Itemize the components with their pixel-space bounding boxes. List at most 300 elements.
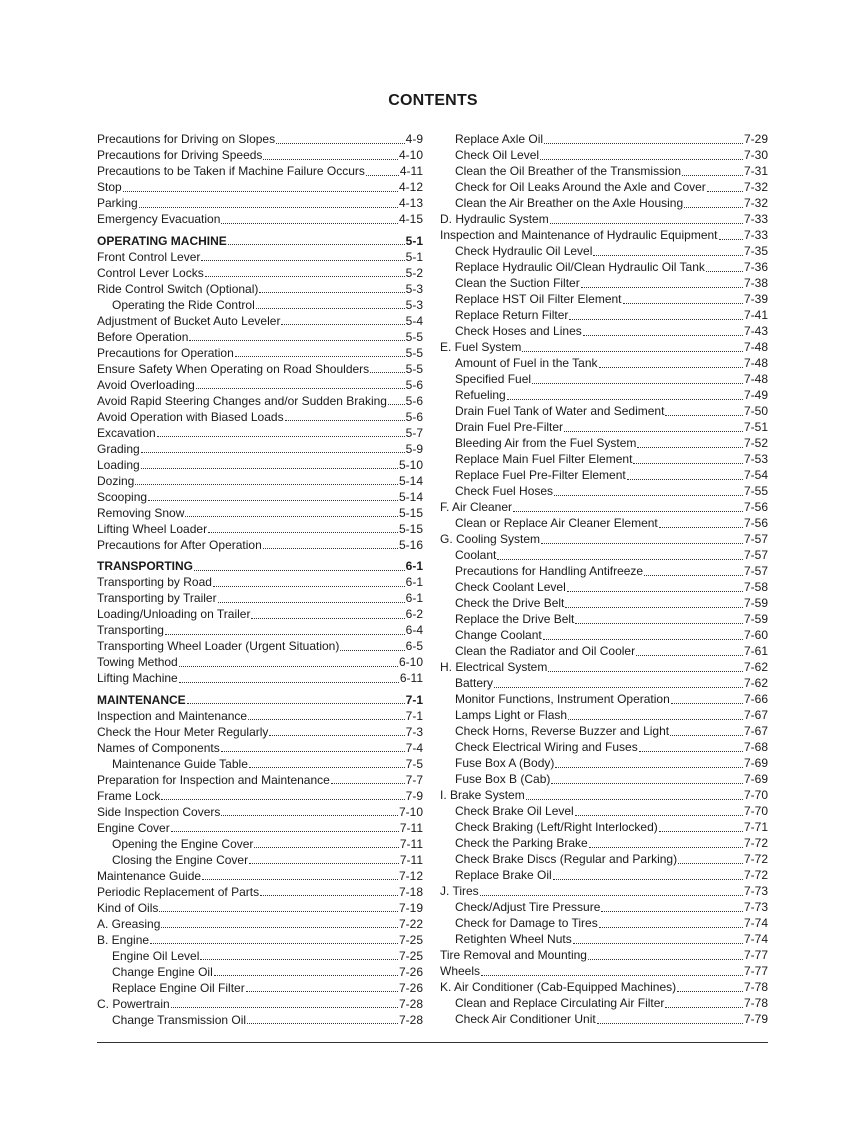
toc-page-number: 5-3 bbox=[405, 297, 423, 312]
toc-page-number: 5-6 bbox=[405, 393, 423, 408]
toc-entry-avoid-overloading[interactable] bbox=[97, 377, 423, 393]
dot-leader bbox=[139, 197, 398, 208]
toc-entry-replace-hydraulic-oil-clean-hydraulic-oil-tank[interactable] bbox=[440, 259, 768, 275]
toc-entry-replace-engine-oil-filter[interactable] bbox=[97, 980, 423, 996]
toc-left-column bbox=[97, 131, 423, 1028]
toc-entry-title: Replace Fuel Pre-Filter Element bbox=[455, 468, 626, 482]
toc-page-number: 7-71 bbox=[743, 820, 768, 834]
dot-leader bbox=[593, 245, 743, 256]
dot-leader bbox=[171, 997, 398, 1008]
toc-entry-title: Battery bbox=[455, 676, 494, 690]
toc-entry-monitor-functions-instrument-operation[interactable] bbox=[440, 691, 768, 707]
toc-page-number: 5-5 bbox=[405, 361, 423, 376]
dot-leader bbox=[644, 565, 743, 576]
toc-page-number: 7-78 bbox=[743, 996, 768, 1010]
toc-page-number: 7-28 bbox=[398, 996, 423, 1011]
dot-leader bbox=[481, 965, 743, 976]
toc-entry-replace-fuel-pre-filter-element[interactable] bbox=[440, 467, 768, 483]
toc-entry-avoid-rapid-steering-changes-and-or-sudden-braking[interactable] bbox=[97, 393, 423, 409]
dot-leader bbox=[235, 346, 405, 357]
dot-leader bbox=[263, 149, 398, 160]
dot-leader bbox=[665, 997, 743, 1008]
toc-entry-title: Engine Cover bbox=[97, 820, 170, 835]
toc-entry-transporting-by-trailer[interactable] bbox=[97, 590, 423, 606]
toc-entry-precautions-for-operation[interactable] bbox=[97, 345, 423, 361]
toc-entry-title: Operating the Ride Control bbox=[112, 297, 255, 312]
toc-entry-drain-fuel-pre-filter[interactable] bbox=[440, 419, 768, 435]
toc-entry-check-electrical-wiring-and-fuses[interactable] bbox=[440, 739, 768, 755]
dot-leader bbox=[251, 608, 404, 619]
toc-page-number: 7-77 bbox=[743, 948, 768, 962]
toc-entry-side-inspection-covers[interactable] bbox=[97, 804, 423, 820]
toc-entry-ride-control-switch-optional[interactable] bbox=[97, 281, 423, 297]
dot-leader bbox=[627, 469, 743, 480]
toc-entry-title: Removing Snow bbox=[97, 505, 185, 520]
toc-entry-replace-hst-oil-filter-element[interactable] bbox=[440, 291, 768, 307]
toc-entry-title: MAINTENANCE bbox=[97, 692, 186, 707]
dot-leader bbox=[507, 389, 743, 400]
dot-leader bbox=[551, 773, 743, 784]
toc-entry-title: Check Fuel Hoses bbox=[455, 484, 554, 498]
toc-page-number: 7-41 bbox=[743, 308, 768, 322]
toc-entry-clean-or-replace-air-cleaner-element[interactable] bbox=[440, 515, 768, 531]
toc-page-number: 5-2 bbox=[405, 265, 423, 280]
dot-leader bbox=[161, 789, 404, 800]
toc-entry-g-cooling-system[interactable] bbox=[440, 531, 768, 547]
toc-entry-title: Check Brake Oil Level bbox=[455, 804, 574, 818]
dot-leader bbox=[187, 693, 405, 704]
toc-entry-check-horns-reverse-buzzer-and-light[interactable] bbox=[440, 723, 768, 739]
toc-entry-title: A. Greasing bbox=[97, 916, 161, 931]
dot-leader bbox=[639, 741, 743, 752]
toc-entry-title: Towing Method bbox=[97, 655, 178, 669]
toc-entry-check-the-parking-brake[interactable] bbox=[440, 835, 768, 851]
toc-page-number: 7-50 bbox=[743, 404, 768, 418]
toc-page-number: 4-11 bbox=[399, 164, 423, 178]
toc-entry-title: Dozing bbox=[97, 473, 135, 488]
dot-leader bbox=[553, 869, 743, 880]
toc-entry-clean-and-replace-circulating-air-filter[interactable] bbox=[440, 995, 768, 1011]
toc-entry-title: Check Hoses and Lines bbox=[455, 324, 582, 338]
toc-page-number: 5-5 bbox=[405, 345, 423, 360]
toc-entry-title: Lifting Wheel Loader bbox=[97, 521, 208, 536]
dot-leader bbox=[185, 506, 398, 517]
toc-page-number: 7-57 bbox=[743, 532, 768, 546]
dot-leader bbox=[540, 149, 743, 160]
toc-entry-change-coolant[interactable] bbox=[440, 627, 768, 643]
toc-entry-title: H. Electrical System bbox=[440, 660, 548, 674]
toc-entry-title: B. Engine bbox=[97, 932, 150, 947]
dot-leader bbox=[263, 538, 398, 549]
toc-entry-title: Monitor Functions, Instrument Operation bbox=[455, 692, 670, 706]
toc-entry-change-transmission-oil[interactable] bbox=[97, 1012, 423, 1028]
toc-page-number: 7-49 bbox=[743, 388, 768, 402]
toc-page-number: 7-28 bbox=[398, 1012, 423, 1027]
toc-entry-f-air-cleaner[interactable] bbox=[440, 499, 768, 515]
toc-page-number: 5-14 bbox=[398, 473, 423, 488]
toc-entry-drain-fuel-tank-of-water-and-sediment[interactable] bbox=[440, 403, 768, 419]
toc-entry-grading[interactable] bbox=[97, 441, 423, 457]
toc-entry-control-lever-locks[interactable] bbox=[97, 265, 423, 281]
toc-entry-k-air-conditioner-cab-equipped-machines[interactable] bbox=[440, 979, 768, 995]
toc-page-number: 6-2 bbox=[405, 607, 423, 621]
dot-leader bbox=[213, 576, 405, 587]
toc-entry-title: Replace the Drive Belt bbox=[455, 612, 575, 626]
toc-entry-title: Change Engine Oil bbox=[112, 964, 213, 979]
toc-page-number: 5-1 bbox=[405, 249, 423, 264]
toc-entry-clean-the-radiator-and-oil-cooler[interactable] bbox=[440, 643, 768, 659]
toc-entry-j-tires[interactable] bbox=[440, 883, 768, 899]
toc-entry-replace-main-fuel-filter-element[interactable] bbox=[440, 451, 768, 467]
dot-leader bbox=[684, 197, 743, 208]
toc-entry-replace-return-filter[interactable] bbox=[440, 307, 768, 323]
toc-entry-a-greasing[interactable] bbox=[97, 916, 423, 932]
toc-page-number: 7-62 bbox=[743, 676, 768, 690]
toc-entry-scooping[interactable] bbox=[97, 489, 423, 505]
toc-entry-avoid-operation-with-biased-loads[interactable] bbox=[97, 409, 423, 425]
toc-page-number: 7-3 bbox=[405, 724, 423, 739]
toc-entry-check-brake-oil-level[interactable] bbox=[440, 803, 768, 819]
toc-page-number: 7-1 bbox=[405, 692, 423, 707]
toc-entry-excavation[interactable] bbox=[97, 425, 423, 441]
toc-entry-parking[interactable] bbox=[97, 195, 423, 211]
toc-entry-h-electrical-system[interactable] bbox=[440, 659, 768, 675]
toc-page-number: 7-55 bbox=[743, 484, 768, 498]
toc-entry-lifting-machine[interactable] bbox=[97, 670, 423, 686]
toc-entry-closing-the-engine-cover[interactable] bbox=[97, 852, 423, 868]
dot-leader bbox=[205, 266, 405, 277]
dot-leader bbox=[573, 933, 743, 944]
toc-entry-change-engine-oil[interactable] bbox=[97, 964, 423, 980]
toc-entry-check-hoses-and-lines[interactable] bbox=[440, 323, 768, 339]
toc-section-heading-transporting[interactable] bbox=[97, 558, 423, 574]
toc-entry-replace-brake-oil[interactable] bbox=[440, 867, 768, 883]
toc-entry-removing-snow[interactable] bbox=[97, 505, 423, 521]
toc-entry-check-coolant-level[interactable] bbox=[440, 579, 768, 595]
toc-entry-title: Names of Components bbox=[97, 740, 220, 755]
toc-entry-inspection-and-maintenance[interactable] bbox=[97, 708, 423, 724]
toc-entry-title: Precautions for Driving Speeds bbox=[97, 148, 263, 162]
dot-leader bbox=[196, 378, 405, 389]
dot-leader bbox=[633, 453, 743, 464]
toc-entry-title: Lifting Machine bbox=[97, 671, 178, 685]
toc-entry-title: Check/Adjust Tire Pressure bbox=[455, 900, 601, 914]
dot-leader bbox=[568, 709, 743, 720]
toc-entry-emergency-evacuation[interactable] bbox=[97, 211, 423, 227]
toc-entry-tire-removal-and-mounting[interactable] bbox=[440, 947, 768, 963]
toc-page-number: 7-32 bbox=[743, 180, 768, 194]
toc-page-number: 7-72 bbox=[743, 852, 768, 866]
toc-page-number: 5-6 bbox=[405, 409, 423, 424]
toc-entry-title: Loading bbox=[97, 457, 140, 472]
toc-page-number: 7-43 bbox=[743, 324, 768, 338]
toc-entry-e-fuel-system[interactable] bbox=[440, 339, 768, 355]
toc-entry-d-hydraulic-system[interactable] bbox=[440, 211, 768, 227]
toc-entry-title: Precautions for Driving on Slopes bbox=[97, 132, 276, 146]
toc-entry-check-for-damage-to-tires[interactable] bbox=[440, 915, 768, 931]
dot-leader bbox=[581, 277, 743, 288]
toc-entry-title: Check the Drive Belt bbox=[455, 596, 565, 610]
toc-entry-bleeding-air-from-the-fuel-system[interactable] bbox=[440, 435, 768, 451]
toc-entry-maintenance-guide[interactable] bbox=[97, 868, 423, 884]
dot-leader bbox=[659, 821, 743, 832]
toc-entry-dozing[interactable] bbox=[97, 473, 423, 489]
toc-entry-names-of-components[interactable] bbox=[97, 740, 423, 756]
dot-leader bbox=[202, 869, 398, 880]
toc-entry-before-operation[interactable] bbox=[97, 329, 423, 345]
dot-leader bbox=[599, 357, 743, 368]
toc-entry-title: Drain Fuel Tank of Water and Sediment bbox=[455, 404, 665, 418]
toc-entry-title: Before Operation bbox=[97, 329, 189, 344]
toc-page-number: 7-33 bbox=[743, 212, 768, 226]
toc-entry-precautions-for-driving-speeds[interactable] bbox=[97, 147, 423, 163]
dot-leader bbox=[194, 560, 405, 571]
toc-entry-engine-oil-level[interactable] bbox=[97, 948, 423, 964]
toc-entry-precautions-to-be-taken-if-machine-failure-occurs[interactable] bbox=[97, 163, 423, 179]
toc-page-number: 7-11 bbox=[399, 836, 423, 851]
dot-leader bbox=[575, 613, 743, 624]
toc-page-number: 5-4 bbox=[405, 313, 423, 328]
toc-entry-title: Check for Oil Leaks Around the Axle and Cover bbox=[455, 180, 706, 194]
toc-entry-title: Opening the Engine Cover bbox=[112, 836, 254, 851]
dot-leader bbox=[601, 901, 743, 912]
toc-entry-title: Lamps Light or Flash bbox=[455, 708, 568, 722]
dot-leader bbox=[269, 725, 404, 736]
toc-section-heading-operating-machine[interactable] bbox=[97, 233, 423, 249]
dot-leader bbox=[179, 672, 399, 683]
toc-page-number: 6-5 bbox=[405, 639, 423, 653]
toc-page-number: 7-67 bbox=[743, 708, 768, 722]
toc-entry-coolant[interactable] bbox=[440, 547, 768, 563]
toc-page-number: 7-26 bbox=[398, 980, 423, 995]
toc-entry-check-for-oil-leaks-around-the-axle-and-cover[interactable] bbox=[440, 179, 768, 195]
toc-page-number: 7-74 bbox=[743, 932, 768, 946]
toc-entry-title: Replace HST Oil Filter Element bbox=[455, 292, 622, 306]
toc-page-number: 7-26 bbox=[398, 964, 423, 979]
toc-entry-refueling[interactable] bbox=[440, 387, 768, 403]
dot-leader bbox=[331, 773, 405, 784]
toc-entry-title: Fuse Box A (Body) bbox=[455, 756, 555, 770]
dot-leader bbox=[677, 981, 743, 992]
dot-leader bbox=[665, 405, 743, 416]
dot-leader bbox=[254, 837, 398, 848]
toc-entry-title: Preparation for Inspection and Maintenance bbox=[97, 772, 330, 787]
toc-entry-frame-lock[interactable] bbox=[97, 788, 423, 804]
toc-entry-check-braking-left-right-interlocked[interactable] bbox=[440, 819, 768, 835]
toc-entry-title: Replace Engine Oil Filter bbox=[112, 980, 245, 995]
toc-page-number: 7-19 bbox=[398, 900, 423, 915]
toc-entry-title: Precautions for Handling Antifreeze bbox=[455, 564, 644, 578]
toc-entry-clean-the-oil-breather-of-the-transmission[interactable] bbox=[440, 163, 768, 179]
dot-leader bbox=[513, 501, 743, 512]
dot-leader bbox=[370, 362, 404, 373]
dot-leader bbox=[218, 592, 405, 603]
toc-entry-lifting-wheel-loader[interactable] bbox=[97, 521, 423, 537]
toc-entry-title: Check for Damage to Tires bbox=[455, 916, 598, 930]
toc-page-number: 4-10 bbox=[398, 148, 423, 162]
dot-leader bbox=[541, 533, 743, 544]
toc-entry-title: F. Air Cleaner bbox=[440, 500, 513, 514]
toc-entry-precautions-for-handling-antifreeze[interactable] bbox=[440, 563, 768, 579]
toc-entry-opening-the-engine-cover[interactable] bbox=[97, 836, 423, 852]
toc-entry-check-air-conditioner-unit[interactable] bbox=[440, 1011, 768, 1027]
toc-entry-title: Clean the Air Breather on the Axle Housing bbox=[455, 196, 684, 210]
toc-entry-amount-of-fuel-in-the-tank[interactable] bbox=[440, 355, 768, 371]
toc-entry-title: Check Oil Level bbox=[455, 148, 540, 162]
toc-page-number: 7-69 bbox=[743, 756, 768, 770]
dot-leader bbox=[575, 805, 743, 816]
toc-entry-retighten-wheel-nuts[interactable] bbox=[440, 931, 768, 947]
toc-entry-stop[interactable] bbox=[97, 179, 423, 195]
toc-entry-c-powertrain[interactable] bbox=[97, 996, 423, 1012]
dot-leader bbox=[522, 341, 743, 352]
dot-leader bbox=[659, 517, 743, 528]
toc-page-number: 7-59 bbox=[743, 612, 768, 626]
toc-page-number: 7-11 bbox=[399, 852, 423, 867]
toc-entry-precautions-for-driving-on-slopes[interactable] bbox=[97, 131, 423, 147]
toc-page-number: 7-72 bbox=[743, 868, 768, 882]
toc-entry-inspection-and-maintenance-of-hydraulic-equipment[interactable] bbox=[440, 227, 768, 243]
toc-entry-fuse-box-a-body[interactable] bbox=[440, 755, 768, 771]
toc-entry-title: Check Coolant Level bbox=[455, 580, 566, 594]
toc-entry-title: Check the Parking Brake bbox=[455, 836, 588, 850]
dot-leader bbox=[249, 853, 399, 864]
toc-entry-operating-the-ride-control[interactable] bbox=[97, 297, 423, 313]
dot-leader bbox=[201, 250, 404, 261]
toc-entry-fuse-box-b-cab[interactable] bbox=[440, 771, 768, 787]
toc-entry-transporting-wheel-loader-urgent-situation[interactable] bbox=[97, 638, 423, 654]
dot-leader bbox=[599, 917, 743, 928]
toc-entry-check-adjust-tire-pressure[interactable] bbox=[440, 899, 768, 915]
toc-entry-transporting[interactable] bbox=[97, 622, 423, 638]
toc-page-number: 7-31 bbox=[743, 164, 768, 178]
dot-leader bbox=[340, 640, 404, 651]
toc-page-number: 7-25 bbox=[398, 948, 423, 963]
toc-entry-title: Frame Lock bbox=[97, 788, 161, 803]
dot-leader bbox=[589, 837, 743, 848]
toc-page-number: 5-10 bbox=[398, 457, 423, 472]
toc-page-number: 7-70 bbox=[743, 788, 768, 802]
dot-leader bbox=[623, 293, 743, 304]
toc-entry-replace-the-drive-belt[interactable] bbox=[440, 611, 768, 627]
toc-entry-adjustment-of-bucket-auto-leveler[interactable] bbox=[97, 313, 423, 329]
toc-entry-title: Check Air Conditioner Unit bbox=[455, 1012, 596, 1026]
dot-leader bbox=[497, 549, 743, 560]
toc-entry-check-hydraulic-oil-level[interactable] bbox=[440, 243, 768, 259]
dot-leader bbox=[248, 709, 405, 720]
toc-entry-title: Change Coolant bbox=[455, 628, 542, 642]
toc-entry-check-brake-discs-regular-and-parking[interactable] bbox=[440, 851, 768, 867]
toc-entry-title: Avoid Rapid Steering Changes and/or Sudden Braking bbox=[97, 393, 387, 408]
toc-page-number: 7-48 bbox=[743, 340, 768, 354]
toc-page-number: 6-11 bbox=[399, 671, 423, 685]
toc-page-number: 6-1 bbox=[405, 575, 423, 589]
toc-entry-transporting-by-road[interactable] bbox=[97, 574, 423, 590]
toc-entry-precautions-for-after-operation[interactable] bbox=[97, 537, 423, 553]
toc-entry-battery[interactable] bbox=[440, 675, 768, 691]
toc-page-number: 7-12 bbox=[398, 868, 423, 883]
toc-section-heading-maintenance[interactable] bbox=[97, 692, 423, 708]
dot-leader bbox=[214, 965, 398, 976]
dot-leader bbox=[141, 458, 398, 469]
toc-entry-specified-fuel[interactable] bbox=[440, 371, 768, 387]
toc-entry-title: Clean the Radiator and Oil Cooler bbox=[455, 644, 636, 658]
dot-leader bbox=[548, 661, 743, 672]
toc-entry-title: Check Horns, Reverse Buzzer and Light bbox=[455, 724, 670, 738]
toc-entry-title: TRANSPORTING bbox=[97, 559, 193, 573]
toc-entry-title: Check the Hour Meter Regularly bbox=[97, 724, 269, 739]
toc-page-number: 7-10 bbox=[398, 804, 423, 819]
toc-entry-check-oil-level[interactable] bbox=[440, 147, 768, 163]
toc-entry-title: C. Powertrain bbox=[97, 996, 170, 1011]
toc-page-number: 7-73 bbox=[743, 900, 768, 914]
toc-page-number: 7-4 bbox=[405, 740, 423, 755]
toc-page-number: 6-1 bbox=[405, 559, 423, 573]
dot-leader bbox=[637, 437, 743, 448]
dot-leader bbox=[246, 981, 398, 992]
toc-entry-replace-axle-oil[interactable] bbox=[440, 131, 768, 147]
toc-page-number: 7-79 bbox=[743, 1012, 768, 1026]
toc-page-number: 7-32 bbox=[743, 196, 768, 210]
toc-entry-title: Refueling bbox=[455, 388, 506, 402]
toc-entry-check-fuel-hoses[interactable] bbox=[440, 483, 768, 499]
toc-entry-title: Replace Brake Oil bbox=[455, 868, 552, 882]
toc-entry-title: Avoid Overloading bbox=[97, 377, 195, 392]
toc-entry-periodic-replacement-of-parts[interactable] bbox=[97, 884, 423, 900]
toc-entry-lamps-light-or-flash[interactable] bbox=[440, 707, 768, 723]
dot-leader bbox=[157, 426, 405, 437]
toc-entry-towing-method[interactable] bbox=[97, 654, 423, 670]
toc-entry-clean-the-suction-filter[interactable] bbox=[440, 275, 768, 291]
toc-entry-kind-of-oils[interactable] bbox=[97, 900, 423, 916]
toc-page-number: 7-53 bbox=[743, 452, 768, 466]
toc-entry-check-the-drive-belt[interactable] bbox=[440, 595, 768, 611]
toc-entry-check-the-hour-meter-regularly[interactable] bbox=[97, 724, 423, 740]
toc-page-number: 7-59 bbox=[743, 596, 768, 610]
toc-entry-title: Periodic Replacement of Parts bbox=[97, 884, 260, 899]
toc-entry-title: E. Fuel System bbox=[440, 340, 522, 354]
toc-entry-engine-cover[interactable] bbox=[97, 820, 423, 836]
toc-right-column bbox=[440, 131, 768, 1027]
toc-entry-ensure-safety-when-operating-on-road-shoulders[interactable] bbox=[97, 361, 423, 377]
toc-entry-b-engine[interactable] bbox=[97, 932, 423, 948]
dot-leader bbox=[636, 645, 743, 656]
toc-page-number: 7-9 bbox=[405, 788, 423, 803]
dot-leader bbox=[150, 933, 398, 944]
toc-entry-loading[interactable] bbox=[97, 457, 423, 473]
dot-leader bbox=[569, 309, 743, 320]
bottom-rule bbox=[97, 1042, 768, 1043]
toc-page-number: 7-33 bbox=[743, 228, 768, 242]
toc-entry-title: Maintenance Guide Table bbox=[112, 756, 248, 771]
toc-entry-loading-unloading-on-trailer[interactable] bbox=[97, 606, 423, 622]
toc-entry-title: Check Braking (Left/Right Interlocked) bbox=[455, 820, 658, 834]
toc-page-number: 4-13 bbox=[398, 196, 423, 210]
toc-page-number: 7-11 bbox=[399, 820, 423, 835]
toc-entry-maintenance-guide-table[interactable] bbox=[97, 756, 423, 772]
toc-entry-wheels[interactable] bbox=[440, 963, 768, 979]
toc-page-number: 7-1 bbox=[405, 708, 423, 723]
toc-entry-preparation-for-inspection-and-maintenance[interactable] bbox=[97, 772, 423, 788]
toc-entry-title: I. Brake System bbox=[440, 788, 525, 802]
toc-entry-clean-the-air-breather-on-the-axle-housing[interactable] bbox=[440, 195, 768, 211]
toc-entry-front-control-lever[interactable] bbox=[97, 249, 423, 265]
dot-leader bbox=[706, 261, 743, 272]
toc-entry-title: G. Cooling System bbox=[440, 532, 541, 546]
dot-leader bbox=[526, 789, 743, 800]
toc-entry-i-brake-system[interactable] bbox=[440, 787, 768, 803]
toc-entry-title: OPERATING MACHINE bbox=[97, 233, 227, 248]
